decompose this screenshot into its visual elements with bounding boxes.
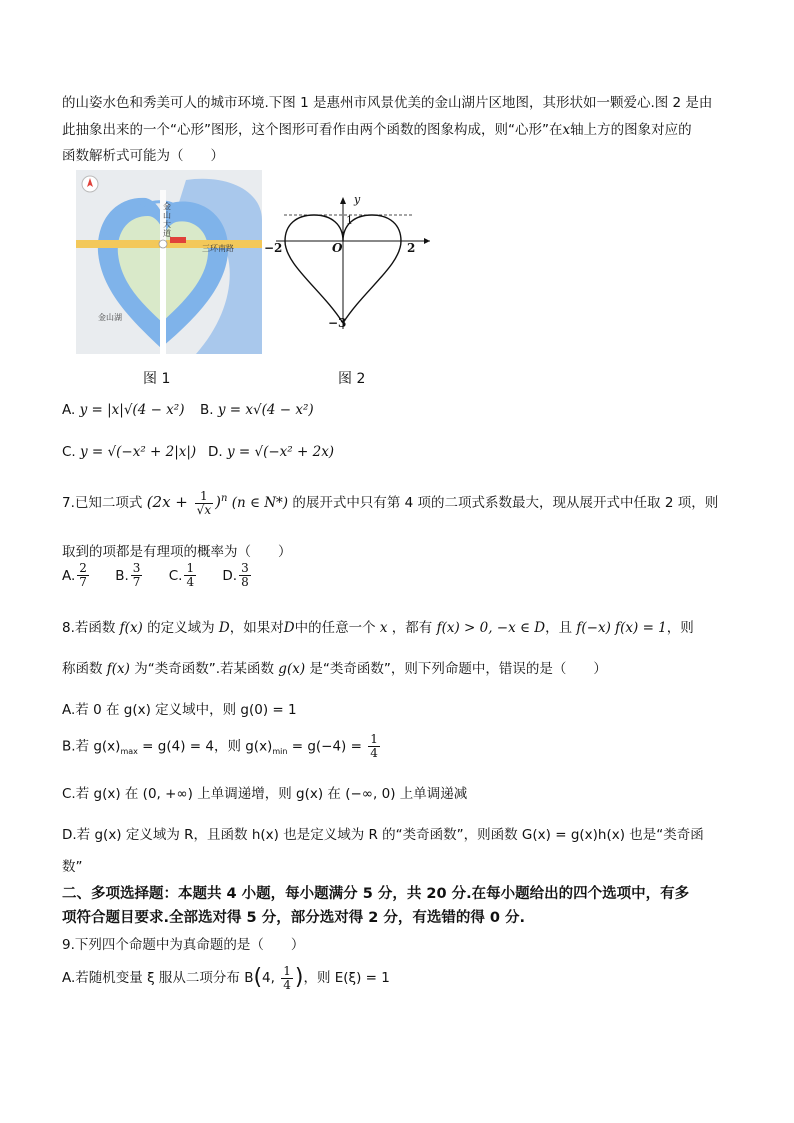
q6-option-c-expr: y = √(−x² + 2|x|) bbox=[80, 444, 197, 460]
q6-option-b-label: B. bbox=[200, 402, 214, 418]
graph-label-neg2: −2 bbox=[264, 241, 283, 255]
q7-option-a: A. $\frac{2}{7}$ bbox=[62, 561, 87, 589]
map-drawing bbox=[76, 170, 262, 354]
q7-prefix: 7.已知二项式 bbox=[62, 495, 143, 511]
q6-stem-line2-b: 轴上方的图象对应的 bbox=[570, 122, 692, 138]
map-label-road-v: 金山大道 bbox=[163, 202, 171, 238]
q7-option-c: C. $\frac{1}{4}$ bbox=[168, 561, 195, 589]
figure-2-caption: 图 2 bbox=[338, 371, 366, 387]
q7-option-b: B. $\frac{3}{7}$ bbox=[115, 561, 141, 589]
q8-stem-line2: 称函数 f(x) 为“类奇函数”.若某函数 g(x) 是“类奇函数”，则下列命题中，错误的是（ ） bbox=[62, 661, 607, 677]
figure-1-map bbox=[76, 170, 262, 354]
q9-option-a: A.若随机变量 ξ 服从二项分布 B(4, $\frac{1}{4}$ )，则 E(ξ) = 1 bbox=[62, 963, 390, 992]
q7-option-d: D. $\frac{3}{8}$ bbox=[222, 561, 249, 589]
q6-stem-line2 bbox=[62, 118, 692, 138]
q9-stem: 9.下列四个命题中为真命题的是（ ） bbox=[62, 937, 305, 953]
q6-option-c-label: C. bbox=[62, 444, 76, 460]
q6-stem-line3: 函数解析式可能为（ ） bbox=[62, 148, 224, 164]
q7-stem-line2: 取到的项都是有理项的概率为（ ） bbox=[62, 544, 292, 560]
q6-option-d-label: D. bbox=[208, 444, 223, 460]
q6-option-a-expr: y = |x|√(4 − x²) bbox=[79, 402, 185, 418]
q7-stem-line1 bbox=[62, 486, 718, 517]
q8-option-c: C.若 g(x) 在 (0, +∞) 上单调递增，则 g(x) 在 (−∞, 0) 上单调递减 bbox=[62, 786, 468, 802]
graph-label-neg3: −3 bbox=[328, 316, 347, 330]
graph-label-one: 1 bbox=[346, 214, 353, 227]
q7-binomial: (2x + $\frac{1}{√x}$ )$^n$ bbox=[146, 488, 228, 517]
q6-option-a bbox=[62, 402, 184, 418]
q6-option-a-label: A. bbox=[62, 402, 76, 418]
q6-option-b-expr: y = x√(4 − x²) bbox=[217, 402, 314, 418]
q8-option-d-line2: 数” bbox=[62, 859, 83, 875]
q6-stem-x: x bbox=[562, 122, 571, 138]
q6-option-b bbox=[200, 402, 314, 418]
q8-option-b: B.若 $g(x)_{max} = g(4) = 4$，则 $g(x)_{min} = g(-4)$ = $\frac{1}{4}$ bbox=[62, 732, 378, 760]
map-label-road-h: 三环南路 bbox=[202, 244, 234, 253]
graph-label-pos2: 2 bbox=[407, 241, 416, 255]
q6-option-d bbox=[208, 444, 334, 460]
q7-condition: (n ∈ N*) bbox=[231, 495, 289, 511]
figure-2-graph bbox=[262, 195, 437, 335]
graph-label-origin: O bbox=[332, 241, 343, 255]
q7-options bbox=[62, 562, 253, 589]
q7-suffix: 的展开式中只有第 4 项的二项式系数最大，现从展开式中任取 2 项，则 bbox=[292, 495, 719, 511]
section-2-heading-line1: 二、多项选择题：本题共 4 小题，每小题满分 5 分，共 20 分.在每小题给出的四个选项中，有多 bbox=[62, 886, 690, 902]
q8-stem-line1: 8.若函数 f(x) 的定义域为 D，如果对D中的任意一个 x ，都有 f(x) > 0, −x ∈ D，且 f(−x) f(x) = 1，则 bbox=[62, 620, 694, 636]
section-2-heading-line2: 项符合题目要求.全部选对得 5 分，部分选对得 2 分，有选错的得 0 分. bbox=[62, 910, 526, 926]
q6-option-d-expr: y = √(−x² + 2x) bbox=[226, 444, 335, 460]
map-label-lake: 金山湖 bbox=[98, 313, 122, 322]
q8-option-d-line1: D.若 g(x) 定义域为 R，且函数 h(x) 也是定义域为 R 的“类奇函数”，则函数 G(x) = g(x)h(x) 也是“类奇函 bbox=[62, 827, 704, 843]
q8-option-a: A.若 0 在 g(x) 定义域中，则 g(0) = 1 bbox=[62, 702, 297, 718]
q6-stem-line1: 的山姿水色和秀美可人的城市环境.下图 1 是惠州市风景优美的金山湖片区地图，其形状如一颗爱心.图 2 是由 bbox=[62, 95, 713, 111]
graph-label-y: y bbox=[354, 193, 361, 206]
figure-1-caption: 图 1 bbox=[143, 371, 171, 387]
q6-option-c bbox=[62, 444, 196, 460]
q6-stem-line2-a: 此抽象出来的一个“心形”图形，这个图形可看作由两个函数的图象构成，则“心形”在 bbox=[62, 122, 563, 138]
